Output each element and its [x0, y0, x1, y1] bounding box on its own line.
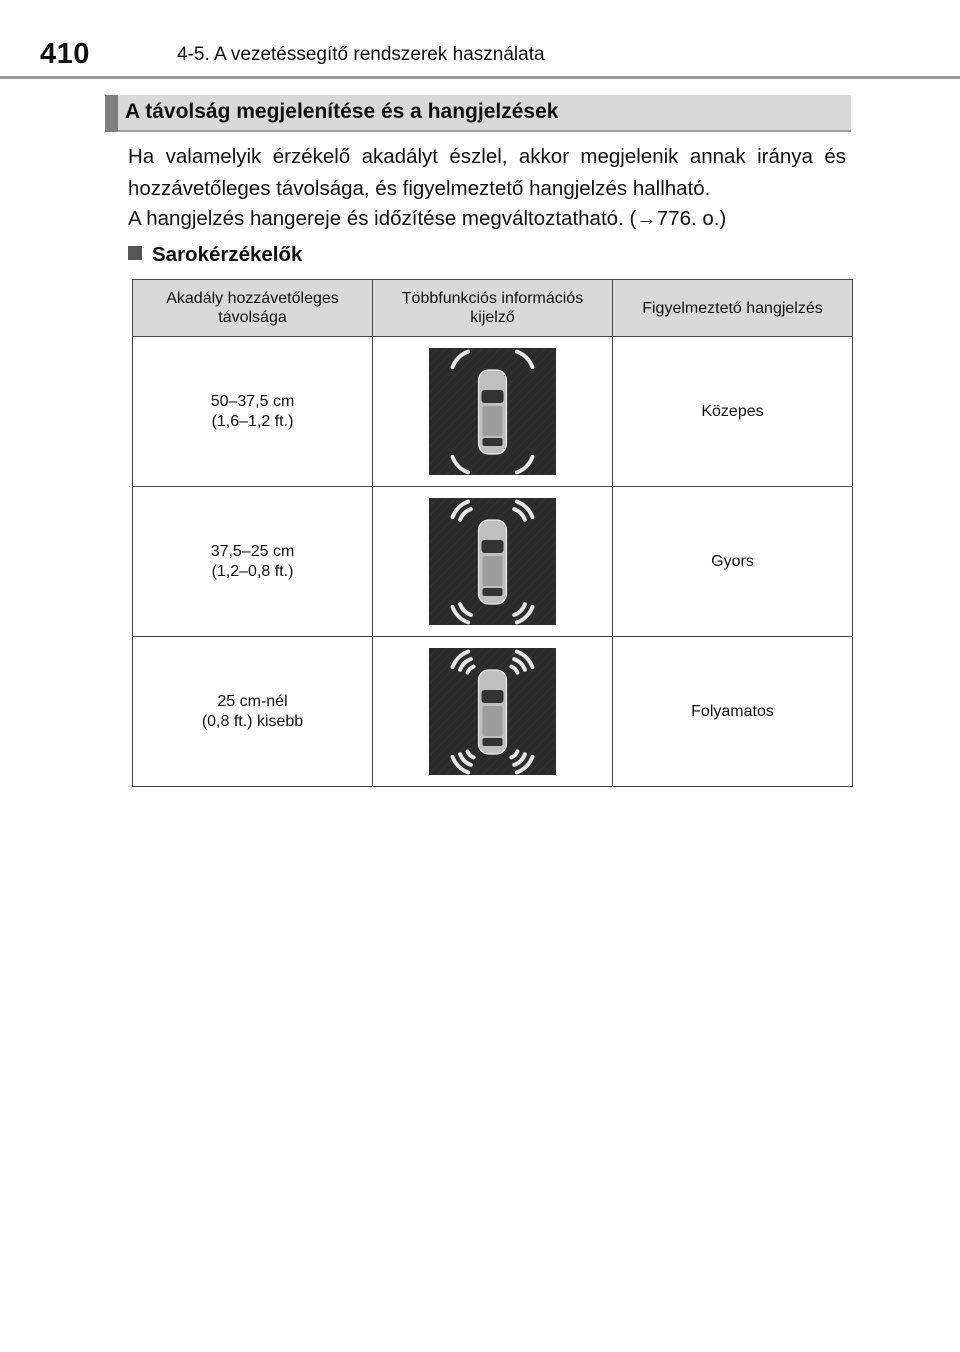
subheading-text: Sarokérzékelők [152, 243, 303, 266]
square-bullet-icon [128, 246, 142, 260]
parking-display-image [429, 648, 556, 775]
subheading [128, 243, 302, 267]
column-header-sound: Figyelmeztető hangjelzés [613, 280, 853, 337]
distance-line-2: (0,8 ft.) kisebb [201, 712, 304, 730]
distance-cell [133, 637, 373, 787]
distance-line-2: (1,2–0,8 ft.) [211, 562, 294, 580]
display-cell [373, 487, 613, 637]
car-rear-window [483, 738, 503, 746]
car-roof [483, 406, 503, 436]
table-row [133, 337, 853, 487]
table-row [133, 637, 853, 787]
sound-cell: Gyors [613, 487, 853, 637]
table-row [133, 487, 853, 637]
display-cell [373, 337, 613, 487]
car-rear-window [483, 588, 503, 596]
distance-line-1: 25 cm-nél [217, 692, 288, 710]
car-rear-window [483, 438, 503, 446]
sound-cell: Folyamatos [613, 637, 853, 787]
car-windshield [482, 690, 504, 703]
parking-display-image [429, 498, 556, 625]
car-top-view-icon [479, 670, 507, 754]
car-windshield [482, 540, 504, 553]
sensor-table [132, 279, 853, 787]
car-windshield [482, 390, 504, 403]
section-heading-bar [105, 95, 851, 132]
body-paragraph-1: Ha valamelyik érzékelő akadályt észlel, akkor megjelenik annak iránya és hozzávetőleges távolsága, és figyelmeztető hangjelzés hallható. [128, 145, 846, 200]
sound-cell: Közepes [613, 337, 853, 487]
body-paragraph-2: A hangjelzés hangereje és időzítése megváltoztatható. (→776. o.) [128, 207, 727, 230]
car-top-view-icon [479, 370, 507, 454]
page-header [0, 0, 960, 80]
parking-display-image [429, 348, 556, 475]
distance-cell [133, 487, 373, 637]
column-header-distance: Akadály hozzávetőleges távolsága [133, 280, 373, 337]
column-header-display: Többfunkciós információs kijelző [373, 280, 613, 337]
distance-cell [133, 337, 373, 487]
distance-line-2: (1,6–1,2 ft.) [211, 412, 294, 430]
display-cell [373, 637, 613, 787]
distance-line-1: 37,5–25 cm [210, 542, 295, 560]
car-roof [483, 706, 503, 736]
table-header-row [133, 280, 853, 337]
section-title: A távolság megjelenítése és a hangjelzések [125, 100, 559, 123]
chapter-title: 4-5. A vezetéssegítő rendszerek használata [177, 44, 545, 65]
section-tab-marker [105, 95, 118, 132]
car-roof [483, 556, 503, 586]
car-top-view-icon [479, 520, 507, 604]
page-number: 410 [40, 38, 90, 70]
header-divider [0, 76, 960, 79]
distance-line-1: 50–37,5 cm [210, 392, 295, 410]
